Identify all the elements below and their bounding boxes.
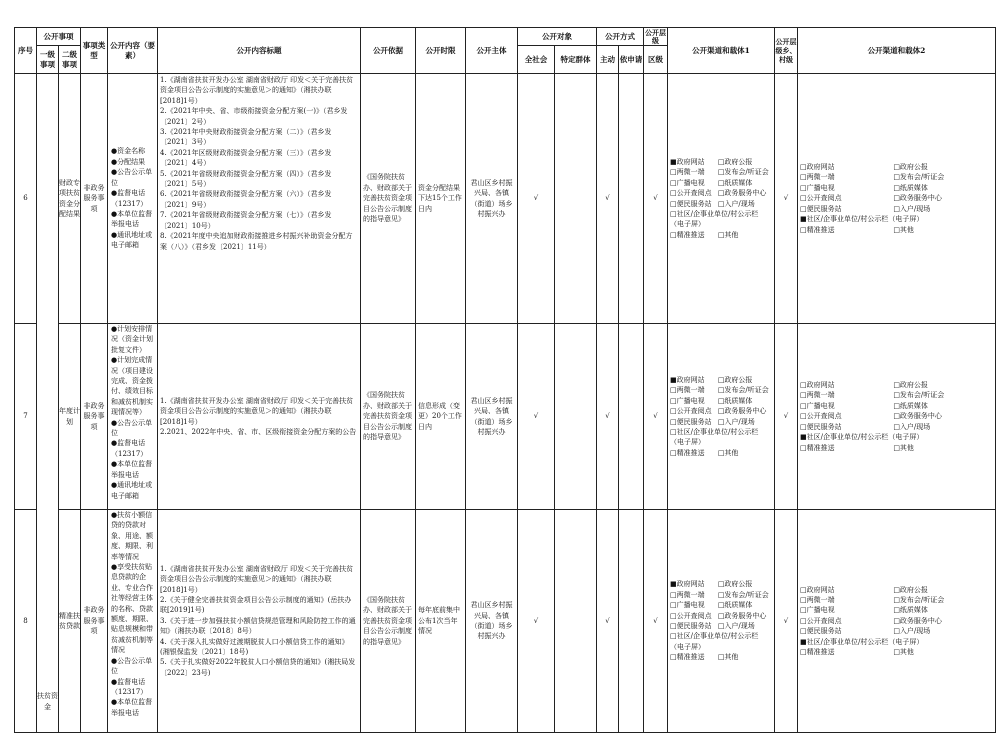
check-town: √	[775, 324, 798, 510]
item-type: 非政务服务事项	[81, 74, 108, 324]
channel-option: □政府公报	[717, 157, 753, 166]
content-titles	[158, 324, 361, 510]
content-element: ●计划安排情况（资金计划批复文件）	[111, 325, 153, 354]
channel-option: □发布会/听证会	[717, 386, 769, 395]
channel-option: ■社区/企事业单位/村公示栏（电子屏）	[800, 215, 924, 224]
channel-option: □其他	[893, 225, 914, 234]
channel-option: □广播电视	[670, 178, 705, 187]
header-level2: 二级事项	[59, 46, 81, 74]
check-all-society: √	[518, 510, 555, 733]
content-element: ●公告公示单位	[111, 168, 153, 187]
channel-option: □精准推送	[670, 653, 705, 662]
channel-option: □政务服务中心	[893, 412, 942, 421]
check-town: √	[775, 74, 798, 324]
channel-option: □精准推送	[800, 443, 835, 452]
channel2-options	[798, 585, 995, 658]
disclosure-basis: 《国务院扶贫办、财政部关于完善扶贫资金项目公告公示制度的指导意见》	[361, 510, 416, 733]
header-type: 事项类型	[81, 28, 108, 74]
channel-option: □发布会/听证会	[893, 595, 945, 604]
check-active: √	[597, 74, 619, 324]
check-all-society: √	[518, 74, 555, 324]
channel-option: □社区/企事业单位/村公示栏（电子屏）	[670, 427, 759, 447]
channel-option: □两微一端	[670, 386, 705, 395]
content-element: ●公告公示单位	[111, 656, 153, 676]
channel-option: □精准推送	[800, 648, 835, 657]
check-district: √	[644, 324, 668, 510]
channel-option: □纸质媒体	[893, 183, 928, 192]
disclosure-time: 每年底前集中公布1次当年情况	[416, 510, 466, 733]
channel-option: □纸质媒体	[717, 178, 753, 187]
content-elements	[108, 324, 158, 510]
content-elements	[108, 74, 158, 324]
disclosure-subject: 君山区乡村振兴局、各镇（街道）场乡村振兴办	[466, 510, 518, 733]
check-specific	[555, 324, 597, 510]
channel-option: □入户/现场	[717, 622, 755, 630]
header-content: 公开内容（要素）	[108, 28, 158, 74]
header-channel2: 公开渠道和载体2	[798, 28, 996, 74]
disclosure-table	[14, 27, 996, 733]
title-item: 5.《关于扎实做好2022年脱贫人口小额信贷的通知》(湘扶局发〔2022〕23号)	[160, 658, 356, 677]
channel1-cell	[668, 510, 775, 733]
table-row	[15, 510, 996, 733]
content-element: ●分配结果	[111, 157, 146, 166]
channel-option: □广播电视	[800, 401, 835, 410]
disclosure-time: 资金分配结果下达15个工作日内	[416, 74, 466, 324]
content-titles	[158, 74, 361, 324]
channel-option: □发布会/听证会	[893, 391, 945, 400]
title-item: 8.《2021年度中央追加财政衔接推进乡村振兴补助资金分配方案（八）》（君乡发〔2021〕11号）	[160, 232, 353, 251]
channel1-options	[668, 157, 774, 240]
channel-option: □政务服务中心	[717, 407, 767, 416]
header-matter: 公开事项	[37, 28, 81, 46]
channel-option: □社区/企事业单位/村公示栏（电子屏）	[670, 632, 759, 651]
title-item: 4.《2021年区级财政衔接资金分配方案（三）》（君乡发〔2021〕4号）	[160, 148, 332, 168]
content-titles	[158, 510, 361, 733]
disclosure-time: 信息形成（变更）20个工作日内	[416, 324, 466, 510]
title-item: 1.《湖南省扶贫开发办公室 湖南省财政厅 印发＜关于完善扶贫资金项目公告公示制度的实施意见＞的通知》（湘扶办联[2018]1号）	[160, 564, 354, 594]
channel-option: □两微一端	[670, 168, 705, 177]
channel-option: ■政府网站	[670, 375, 705, 384]
check-town: √	[775, 510, 798, 733]
channel-option: □政府网站	[800, 585, 835, 594]
channel-option: □政府公报	[893, 585, 928, 594]
channel-option: □广播电视	[800, 183, 835, 192]
header-level1: 一级事项	[37, 46, 59, 74]
channel-option: □入户/现场	[893, 627, 931, 636]
channel-option: □两微一端	[800, 173, 835, 182]
channel-option: □纸质媒体	[717, 601, 753, 610]
channel-option: □公开查阅点	[670, 189, 712, 198]
channel-option: □两微一端	[800, 595, 835, 604]
channel-option: □公开查阅点	[800, 616, 842, 625]
channel-option: □发布会/听证会	[717, 590, 769, 599]
channel-option: □公开查阅点	[800, 412, 842, 421]
channel-option: □广播电视	[670, 396, 705, 405]
header-time: 公开时限	[416, 28, 466, 74]
title-item: 2.2021、2022年中央、省、市、区级衔接资金分配方案的公告	[160, 427, 357, 436]
content-element: ●本单位监督举报电话	[111, 460, 153, 479]
channel-option: □政务服务中心	[893, 194, 942, 203]
title-item: 6.《2021年省级财政衔接资金分配方案（六）》（君乡发〔2021〕9号）	[160, 190, 332, 209]
level2-item: 精准扶贫贷款	[59, 510, 81, 733]
channel1-options	[668, 375, 774, 458]
content-element: ●扶贫小额信贷的贷款对象、用途、额度、期限、利率等情况	[111, 511, 153, 561]
item-type: 非政务服务事项	[81, 324, 108, 510]
channel-option: □其他	[893, 648, 914, 657]
header-title: 公开内容标题	[158, 28, 361, 74]
check-specific	[555, 510, 597, 733]
content-element: ●公告公示单位	[111, 418, 153, 438]
channel-option: □便民服务站	[670, 417, 712, 426]
channel-option: □发布会/听证会	[717, 168, 769, 177]
disclosure-basis: 《国务院扶贫办、财政部关于完善扶贫资金项目公告公示制度的指导意见》	[361, 324, 416, 510]
channel-option: □政府公报	[893, 163, 928, 172]
content-elements	[108, 510, 158, 733]
disclosure-basis: 《国务院扶贫办、财政部关于完善扶贫资金项目公告公示制度的指导意见》	[361, 74, 416, 324]
header-level: 公开层级	[645, 27, 666, 45]
content-element: ●监督电话（12317）	[111, 677, 148, 696]
check-apply	[619, 510, 644, 733]
content-element: ●享受扶贫贴息贷款的企业、专业合作社等经营主体的名称、贷款额度、期限、贴息规模和带贫减贫机制等情况	[111, 563, 153, 655]
title-item: 1.《湖南省扶贫开发办公室 湖南省财政厅 印发＜关于完善扶贫资金项目公告公示制度的实施意见＞的通知》（湘扶办联[2018]1号）	[160, 396, 354, 426]
channel-option: ■政府网站	[670, 580, 705, 589]
content-element: ●本单位监督举报电话	[111, 698, 153, 717]
channel-option: □公开查阅点	[800, 194, 842, 203]
channel-option: □政府公报	[893, 381, 928, 390]
title-item: 7.《2021年省级财政衔接资金分配方案（七）》（君乡发〔2021〕10号）	[160, 211, 332, 230]
header-subject: 公开主体	[466, 28, 518, 74]
channel-option: □广播电视	[800, 606, 835, 615]
channel-option: □入户/现场	[717, 417, 755, 426]
channel-option: □其他	[717, 230, 739, 239]
channel2-options	[798, 380, 995, 453]
disclosure-subject: 君山区乡村振兴局、各镇（街道）场乡村振兴办	[466, 74, 518, 324]
header-district: 区级	[644, 46, 668, 74]
channel-option: □便民服务站	[670, 199, 712, 208]
content-element: ●监督电话（12317）	[111, 439, 148, 458]
row-seq: 7	[15, 324, 37, 510]
content-element: ●计划完成情况（项目建设完成、资金拨付、绩效目标和减贫机制实现情况等）	[111, 356, 153, 417]
channel2-cell	[798, 510, 996, 733]
channel-option: □入户/现场	[893, 204, 931, 213]
title-item: 2.《2021年中央、省、市级衔接资金分配方案(一)》（君乡发〔2021〕2号）	[160, 107, 348, 126]
title-item: 3.《关于进一步加强扶贫小额信贷规范管理和风险防控工作的通知》（湘扶办联〔2018〕8号）	[160, 616, 356, 636]
channel1-cell	[668, 74, 775, 324]
check-active: √	[597, 324, 619, 510]
channel-option: □精准推送	[670, 230, 705, 239]
header-specific: 特定群体	[555, 46, 597, 74]
channel1-options	[668, 579, 774, 662]
channel-option: □两微一端	[800, 391, 835, 400]
title-item: 1.《湖南省扶贫开发办公室 湖南省财政厅 印发＜关于完善扶贫资金项目公告公示制度的实施意见＞的通知》（湘扶办联[2018]1号）	[160, 76, 354, 105]
header-all-society: 全社会	[518, 46, 555, 74]
channel-option: □纸质媒体	[717, 396, 753, 405]
channel-option: □公开查阅点	[670, 407, 712, 416]
header-level-town: 公开层级乡、村级	[775, 28, 798, 74]
channel-option: □便民服务站	[670, 622, 712, 630]
channel-option: □政府公报	[717, 580, 753, 589]
title-item: 5.《2021年省级财政衔接资金分配方案（四）》（君乡发〔2021〕5号）	[160, 169, 332, 189]
channel2-options	[798, 162, 995, 235]
channel-option: □其他	[717, 653, 739, 662]
channel-option: □其他	[717, 448, 739, 457]
header-seq: 序号	[15, 28, 37, 74]
content-element: ●监督电话（12317）	[111, 189, 148, 208]
content-element: ●通讯地址或电子邮箱	[111, 230, 153, 250]
check-apply	[619, 74, 644, 324]
check-specific	[555, 74, 597, 324]
channel-option: □政府公报	[717, 375, 753, 384]
channel-option: □入户/现场	[717, 199, 755, 208]
header-target: 公开对象	[518, 28, 597, 46]
check-active: √	[597, 510, 619, 733]
check-apply	[619, 324, 644, 510]
disclosure-subject: 君山区乡村振兴局、各镇（街道）场乡村振兴办	[466, 324, 518, 510]
channel-option: □纸质媒体	[893, 401, 928, 410]
row-seq: 6	[15, 74, 37, 324]
check-all-society: √	[518, 324, 555, 510]
header-active: 主动	[597, 46, 619, 74]
channel2-cell	[798, 324, 996, 510]
level1-item: 扶贫资金	[37, 74, 59, 733]
channel-option: □政府网站	[800, 381, 835, 390]
level2-item: 年度计划	[59, 324, 81, 510]
channel-option: □政务服务中心	[717, 189, 767, 198]
channel-option: ■社区/企事业单位/村公示栏（电子屏）	[800, 637, 924, 646]
channel-option: □社区/企事业单位/村公示栏（电子屏）	[670, 209, 759, 229]
title-item: 3.《2021年中央财政衔接资金分配方案（二）》（君乡发〔2021〕3号）	[160, 128, 332, 147]
header-apply: 依申请	[619, 46, 644, 74]
row-seq: 8	[15, 510, 37, 733]
channel-option: □发布会/听证会	[893, 173, 945, 182]
channel-option: □便民服务站	[800, 422, 842, 431]
table-row	[15, 324, 996, 510]
channel-option: □两微一端	[670, 590, 705, 599]
channel-option: □便民服务站	[800, 627, 842, 636]
channel-option: □政务服务中心	[717, 611, 767, 620]
header-method: 公开方式	[597, 28, 644, 46]
channel-option: □公开查阅点	[670, 611, 712, 620]
channel-option: □精准推送	[800, 225, 835, 234]
channel-option: □精准推送	[670, 448, 705, 457]
level2-item: 财政专项扶贫资金分配结果	[59, 74, 81, 324]
table-row	[15, 74, 996, 324]
channel-option: ■政府网站	[670, 157, 705, 166]
channel-option: □其他	[893, 443, 914, 452]
item-type: 非政务服务事项	[81, 510, 108, 733]
channel-option: □入户/现场	[893, 422, 931, 431]
channel2-cell	[798, 74, 996, 324]
channel-option: □纸质媒体	[893, 606, 928, 615]
content-element: ●本单位监督举报电话	[111, 209, 153, 229]
header-channel1: 公开渠道和载体1	[668, 28, 775, 74]
header-basis: 公开依据	[361, 28, 416, 74]
channel-option: □广播电视	[670, 601, 705, 610]
channel1-cell	[668, 324, 775, 510]
title-item: 4.《关于深入扎实做好过渡期脱贫人口小额信贷工作的通知》(湘银保监发〔2021〕18号)	[160, 637, 349, 657]
content-element: ●资金名称	[111, 147, 146, 156]
channel-option: ■社区/企事业单位/村公示栏（电子屏）	[800, 433, 924, 442]
check-district: √	[644, 74, 668, 324]
channel-option: □政府网站	[800, 163, 835, 172]
channel-option: □便民服务站	[800, 204, 842, 213]
title-item: 2.《关于健全完善扶贫资金项目公告公示制度的通知》(岳扶办联[2019]1号)	[160, 595, 352, 615]
check-district: √	[644, 510, 668, 733]
content-element: ●通讯地址或电子邮箱	[111, 481, 153, 500]
channel-option: □政务服务中心	[893, 616, 942, 625]
